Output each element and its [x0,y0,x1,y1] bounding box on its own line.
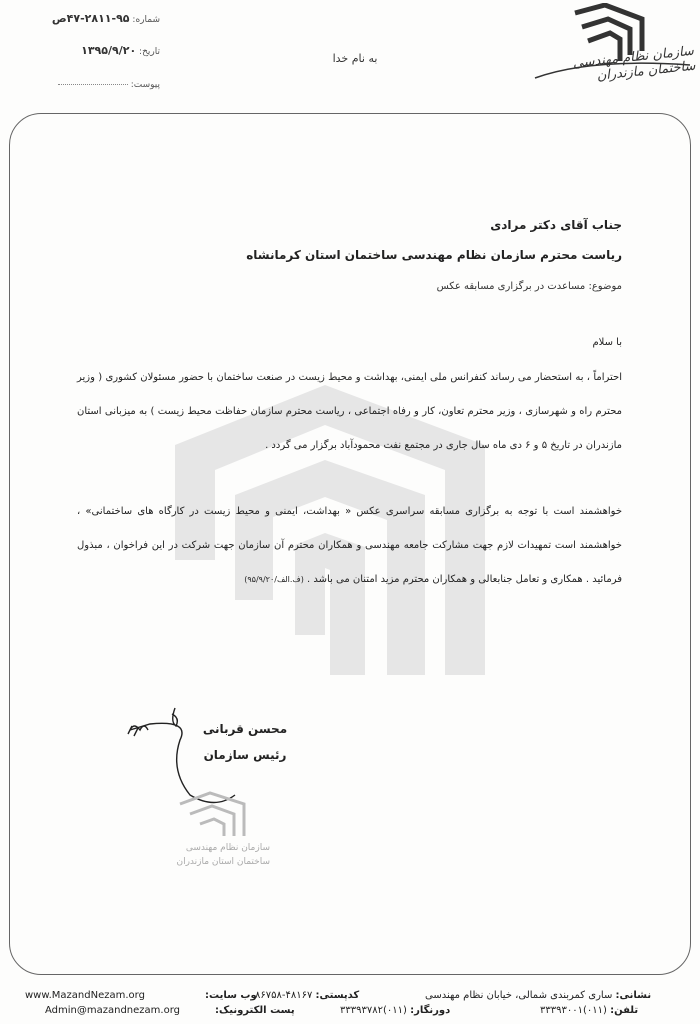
address-label: نشانی: [615,990,652,1001]
stamp-logo-icon [172,790,252,840]
letter-subject: موضوع: مساعدت در برگزاری مسابقه عکس [436,281,622,292]
postal-value: ۴۸۱۶۷-۸۶۷۵۸ [255,990,313,1001]
fax-label: دورنگار: [410,1005,451,1016]
postal-label: کدپستی: [315,990,360,1001]
website-label: وب سایت: [205,990,257,1001]
addressee-position: ریاست محترم سازمان نظام مهندسی ساختمان استان کرمانشاه [246,248,622,262]
footer-fax [340,1005,450,1016]
stamp-text-line1: سازمان نظام مهندسی [185,843,270,853]
letter-date-row [10,44,160,57]
website-value: www.MazandNezam.org [25,990,145,1001]
addressee: جناب آقای دکتر مرادی [490,218,622,232]
footer-postal [255,990,359,1001]
signatory-title: رئیس سازمان [203,748,287,762]
letter-number-row [10,12,160,25]
paragraph-1: احتراماً ، به استحضار می رساند کنفرانس ملی ایمنی، بهداشت و محیط زیست در صنعت ساختمان با حضور مسئولان کشوری ( وزیر محترم راه و شهرسازی ، وزیر محترم تعاون، کار و رفاه اجتماعی ، ریاست محترم سازمان حفاظت محیط زیست ) به میزبانی استان مازندران در تاریخ ۵ و ۶ دی ماه سال جاری در مجتمع نفت محمودآباد برگزار می گردد . [77,372,622,451]
letter-date-value: ۱۳۹۵/۹/۲۰ [81,44,137,57]
email-value: Admin@mazandnezam.org [45,1005,180,1016]
stamp-text-line2: ساختمان استان مازندران [176,857,270,867]
reference-code: (ف.الف/۹۵/۹/۲۰) [244,575,304,584]
letter-number-label: شماره: [132,15,160,25]
letter-date-label: تاریخ: [139,47,160,57]
footer-website [25,990,145,1001]
basmala: به نام خدا [332,52,378,65]
phone-value: (۰۱۱)۳۳۳۹۳۰۰۱ [540,1005,607,1016]
footer-website-label [205,990,257,1001]
paragraph-2 [77,495,622,597]
letter-attachment-row [10,80,160,90]
footer-address [425,990,651,1001]
phone-label: تلفن: [610,1005,639,1016]
footer-phone [540,1005,638,1016]
footer-email [45,1005,180,1016]
org-logo-text: سازمان نظام مهندسی ساختمان مازندران [572,43,697,84]
attachment-dotted-line [58,84,128,85]
paragraph-2-text: خواهشمند است با توجه به برگزاری مسابقه سراسری عکس « بهداشت، ایمنی و محیط زیست در کارگاه های ساختمانی» ، خواهشمند است تمهیدات لازم جهت مشارکت جامعه مهندسی و همکاران محترم آن سازمان جهت شرکت در این فراخوان ، مبذول فرمائید . همکاری و تعامل جنابعالی و همکاران محترم مزید امتنان می باشد . [77,506,622,585]
email-label: پست الکترونیک: [215,1005,295,1016]
greeting: با سلام [592,337,622,348]
signatory-name: محسن قربانی [202,722,288,736]
address-value: ساری کمربندی شمالی، خیابان نظام مهندسی [425,990,613,1001]
letter-attachment-label: پیوست: [130,80,160,90]
fax-value: (۰۱۱)۳۳۳۹۳۷۸۲ [340,1005,407,1016]
letter-number-value: ۹۵-۲۸۱۱-۴۷ص [51,12,130,25]
footer-email-label [215,1005,295,1016]
